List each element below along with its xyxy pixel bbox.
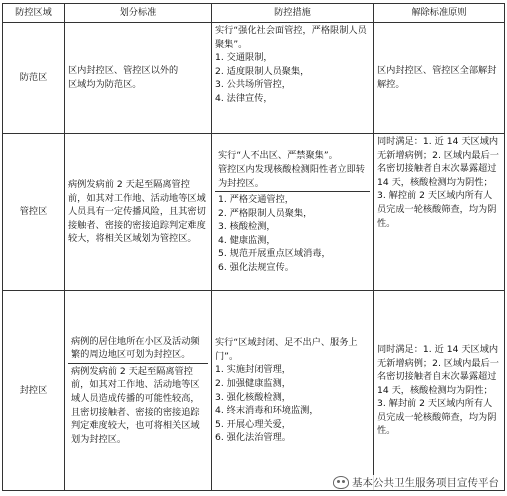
measure-item: 3. 强化核酸检测， bbox=[215, 391, 291, 403]
table-row-control bbox=[3, 134, 505, 291]
header-area: 防控区域 bbox=[3, 4, 65, 23]
header-row bbox=[3, 4, 505, 23]
criteria-line: 区域均为防范区。 bbox=[68, 79, 142, 90]
watermark-text: 基本公共卫生服务项目宣传平台 bbox=[352, 477, 499, 489]
table-row-prevention bbox=[3, 23, 505, 134]
measure-item: 3. 公共场所管控， bbox=[215, 79, 291, 91]
measures-cell bbox=[212, 291, 374, 491]
criteria-bottom: 病例发病前 2 天起至隔离管控前，如其对工作地、活动地等区域人员造成传播的可能性较高，且密切接触者、密接的密接追踪判定难度较大，也可将相关区域划为封控区。 bbox=[71, 365, 200, 445]
measure-item: 5. 规范开展重点区域消毒， bbox=[218, 248, 331, 260]
measure-item: 4. 健康监测， bbox=[218, 234, 276, 246]
measure-item: 4. 法律宣传， bbox=[215, 92, 273, 104]
measures-lead-block bbox=[215, 148, 370, 192]
measure-item: 2. 适度限制人员聚集， bbox=[215, 65, 310, 77]
measure-item: 2. 严格限制人员聚集， bbox=[218, 207, 313, 219]
measures-lead: 实行“强化社会面管控，严格限制人员聚集”。 bbox=[215, 25, 367, 50]
criteria-cell bbox=[65, 23, 212, 134]
lift-cell: 同时满足：1. 近 14 天区域内无新增病例；2. 区域内最后一名密切接触者自末次暴露超过 14 天，核酸检测均为阴性；3. 解控前 2 天区域内所有人员完成一轮核酸筛查，均为阴性。 bbox=[374, 134, 505, 291]
lift-cell: 区内封控区、管控区全部解封解控。 bbox=[374, 23, 505, 134]
prevention-zone-table bbox=[2, 3, 505, 491]
measure-item: 6. 强化法规宣传。 bbox=[218, 262, 294, 274]
table-row-lockdown bbox=[3, 291, 505, 491]
area-name: 封控区 bbox=[3, 291, 65, 491]
area-name: 管控区 bbox=[3, 134, 65, 291]
criteria-cell: 病例发病前 2 天起至隔离管控前，如其对工作地、活动地等区域人员具有一定传播风险，且其密切接触者、密接的密接追踪判定难度较大，将相关区域划为管控区。 bbox=[65, 134, 212, 291]
measures-lead: 实行“人不出区、严禁聚集”。 bbox=[218, 150, 338, 162]
header-measures: 防控措施 bbox=[212, 4, 374, 23]
measure-item: 2. 加强健康监测， bbox=[215, 377, 291, 389]
measure-item: 1. 交通限制， bbox=[215, 52, 273, 64]
measure-item: 1. 实施封闭管理， bbox=[215, 364, 291, 376]
criteria-top: 病例的居住地所在小区及活动频繁的周边地区可划为封控区。 bbox=[68, 334, 208, 364]
measure-item: 3. 核酸检测， bbox=[218, 221, 276, 233]
measures-cell bbox=[212, 23, 374, 134]
area-name: 防范区 bbox=[3, 23, 65, 134]
measure-item: 6. 强化法治管理。 bbox=[215, 432, 291, 444]
wechat-logo-icon bbox=[333, 476, 349, 489]
lift-cell: 同时满足：1. 近 14 天区域内无新增病例；2. 区域内最后一名密切接触者自末次暴露超过 14 天，核酸检测均为阴性；3. 解封前 2 天区域内所有人员完成一轮核酸筛查，均为阴性。 bbox=[374, 291, 505, 491]
measures-extra: 管控区内发现核酸检测阳性者立即转为封控区。 bbox=[218, 163, 365, 189]
measure-item: 1. 严格交通管控， bbox=[218, 194, 294, 206]
measure-item: 4. 终末消毒和环境监测， bbox=[215, 405, 319, 417]
criteria-cell bbox=[65, 291, 212, 491]
measures-cell bbox=[212, 134, 374, 291]
measures-lead: 实行“区域封闭、足不出户、服务上门”。 bbox=[215, 337, 358, 362]
criteria-line: 区内封控区、管控区以外的 bbox=[68, 65, 179, 77]
measures-list-block bbox=[215, 192, 370, 276]
watermark bbox=[331, 475, 501, 490]
measure-item: 5. 开展心理关爱， bbox=[215, 418, 291, 430]
header-lift: 解除标准原则 bbox=[374, 4, 505, 23]
header-criteria: 划分标准 bbox=[65, 4, 212, 23]
